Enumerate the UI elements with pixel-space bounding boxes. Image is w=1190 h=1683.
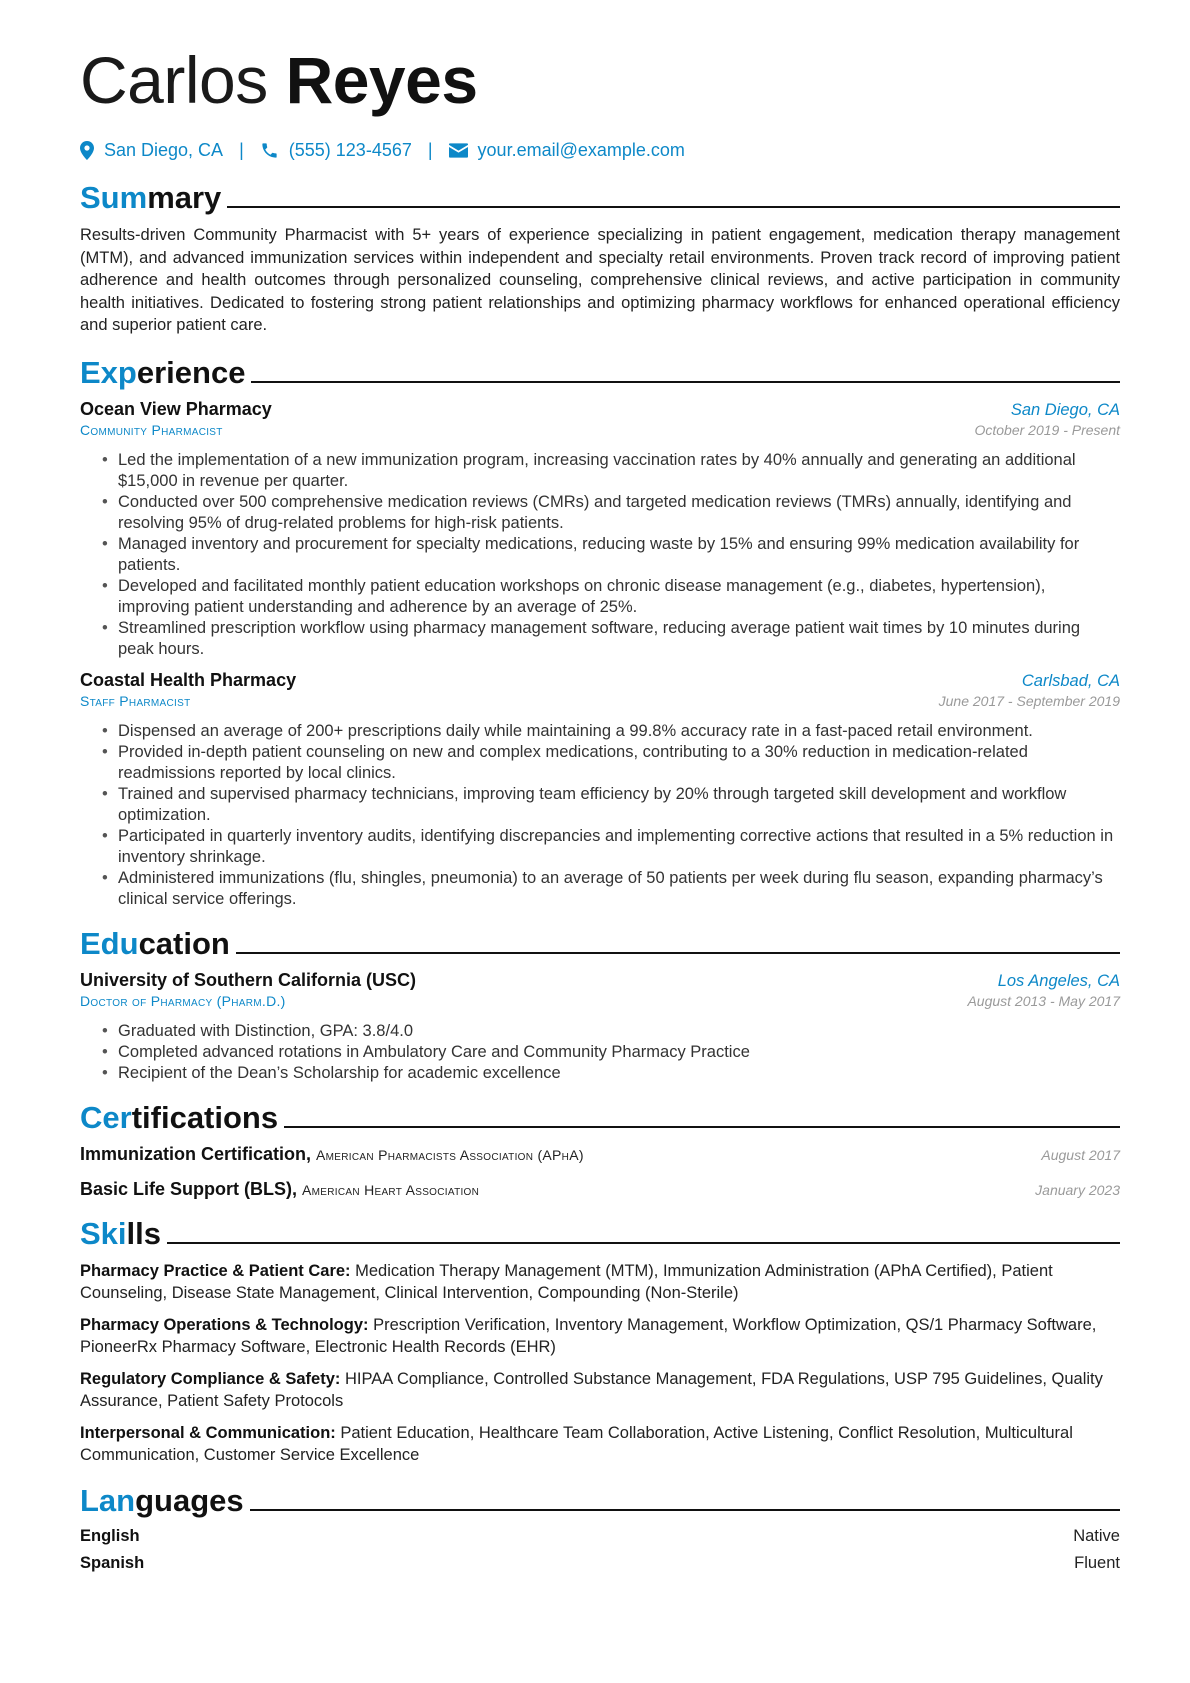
heading-rule — [251, 381, 1120, 383]
language-level: Native — [1073, 1526, 1120, 1545]
education-dates: August 2013 - May 2017 — [967, 992, 1120, 1009]
job-title: Community Pharmacist — [80, 421, 223, 438]
heading-rest: cation — [138, 925, 230, 961]
skill-category: Interpersonal & Communication: — [80, 1423, 336, 1442]
contact-separator: | — [239, 139, 244, 160]
bullet-item: • Completed advanced rotations in Ambulatory Care and Community Pharmacy Practice — [102, 1042, 1120, 1063]
education-entry — [80, 970, 1120, 1084]
job-bullets — [80, 450, 1120, 660]
job-dates: June 2017 - September 2019 — [938, 692, 1120, 709]
heading-rest: guages — [135, 1482, 244, 1518]
job-location: Carlsbad, CA — [1021, 671, 1120, 690]
heading-accent: Edu — [80, 925, 139, 961]
heading-rule — [250, 1509, 1120, 1511]
job-bullets — [80, 721, 1120, 910]
degree: Doctor of Pharmacy (Pharm.D.) — [80, 992, 286, 1009]
job-entry — [80, 670, 1120, 910]
certification-date: January 2023 — [1035, 1181, 1120, 1198]
skills-heading — [80, 1214, 1120, 1252]
heading-accent: Lan — [80, 1482, 136, 1518]
heading-accent: Ski — [80, 1215, 127, 1251]
heading-accent: Cer — [80, 1099, 132, 1135]
language-item — [80, 1527, 1120, 1546]
certification-date: August 2017 — [1041, 1146, 1120, 1163]
phone-text: (555) 123-4567 — [288, 139, 412, 160]
certification-item: Immunization Certification, American Pharmacists Association (APhA) August 2017 — [80, 1143, 1120, 1164]
contact-location — [80, 140, 223, 161]
contact-bar — [80, 136, 1120, 164]
skill-list: Prescription Verification, Inventory Management, Workflow Optimization, QS/1 Pharmacy Software, PioneerRx Pharmacy Software, Electronic Health Records (EHR) — [80, 1315, 1097, 1356]
skill-category: Pharmacy Operations & Technology: — [80, 1315, 369, 1334]
bullet-item: • Streamlined prescription workflow using pharmacy management software, reducing average patient wait times by 10 minutes during peak hours. — [102, 618, 1120, 660]
certification-name: Basic Life Support (BLS) — [80, 1178, 293, 1199]
email-link[interactable]: your.email@example.com — [477, 139, 685, 160]
school-name: University of Southern California (USC) — [80, 969, 417, 990]
job-entry — [80, 399, 1120, 660]
contact-separator: | — [427, 139, 433, 160]
skill-category: Regulatory Compliance & Safety: — [80, 1369, 341, 1388]
heading-rest: erience — [136, 354, 246, 390]
experience-heading — [80, 353, 1120, 391]
certification-item: Basic Life Support (BLS), American Heart Association January 2023 — [80, 1178, 1120, 1199]
heading-accent: Exp — [80, 354, 137, 390]
contact-phone[interactable] — [260, 140, 412, 161]
languages-heading — [80, 1481, 1120, 1519]
summary-text: Results-driven Community Pharmacist with 5+ years of experience specializing in patient engagement, medication therapy management (MTM), and advanced immunization services within independent and specialty retail environments. Proven track record of improving patient adherence and health outcomes through personalized counseling, comprehensive clinical reviews, and active participation in community health initiatives. Dedicated to fostering strong patient relationships and optimizing pharmacy workflows for enhanced operational efficiency and superior patient care. — [80, 226, 1120, 334]
education-bullets — [80, 1021, 1120, 1084]
skill-group — [80, 1422, 1120, 1467]
language-name: English — [80, 1526, 140, 1545]
job-dates: October 2019 - Present — [974, 421, 1120, 438]
phone-icon — [260, 141, 279, 160]
bullet-item: • Dispensed an average of 200+ prescriptions daily while maintaining a 99.8% accuracy rate in a fast-paced retail environment. — [102, 721, 1120, 742]
bullet-item: • Graduated with Distinction, GPA: 3.8/4.0 — [102, 1021, 1120, 1042]
language-name: Spanish — [80, 1553, 145, 1572]
bullet-item: • Conducted over 500 comprehensive medication reviews (CMRs) and targeted medication reviews (TMRs) annually, identifying and resolving 95% of drug-related problems for high-risk patients. — [102, 492, 1120, 534]
bullet-item: • Participated in quarterly inventory audits, identifying discrepancies and implementing corrective actions that resulted in a 5% reduction in inventory shrinkage. — [102, 826, 1120, 868]
skill-list: Patient Education, Healthcare Team Collaboration, Active Listening, Conflict Resolution, Multicultural Communication, Customer Service Excellence — [80, 1423, 1073, 1464]
bullet-item: • Managed inventory and procurement for specialty medications, reducing waste by 15% and ensuring 99% medication availability for patients. — [102, 534, 1120, 576]
heading-rest: lls — [126, 1215, 161, 1251]
location-text: San Diego, CA — [104, 139, 224, 160]
heading-rule — [167, 1242, 1120, 1244]
skill-group — [80, 1314, 1120, 1359]
skill-group — [80, 1260, 1120, 1305]
first-name: Carlos — [80, 43, 268, 117]
bullet-item: • Trained and supervised pharmacy technicians, improving team efficiency by 20% through targeted skill development and workflow optimization. — [102, 784, 1120, 826]
contact-email[interactable] — [449, 140, 685, 161]
skill-list: HIPAA Compliance, Controlled Substance Management, FDA Regulations, USP 795 Guidelines, Quality Assurance, Patient Safety Protocols — [80, 1369, 1103, 1410]
map-pin-icon — [80, 141, 94, 160]
language-item — [80, 1554, 1120, 1573]
certification-issuer: American Heart Association — [302, 1181, 480, 1198]
heading-rest: mary — [147, 180, 222, 215]
summary-heading — [80, 178, 1120, 216]
bullet-item: • Administered immunizations (flu, shingles, pneumonia) to an average of 50 patients per week during flu season, expanding pharmacy’s clinical service offerings. — [102, 868, 1120, 910]
company-name: Coastal Health Pharmacy — [80, 669, 297, 690]
school-location: Los Angeles, CA — [997, 971, 1120, 990]
heading-rest: tifications — [131, 1099, 279, 1135]
heading-rule — [284, 1126, 1120, 1128]
envelope-icon — [449, 143, 468, 158]
heading-rule — [236, 952, 1120, 954]
job-location: San Diego, CA — [1010, 400, 1120, 419]
heading-rule — [227, 206, 1120, 208]
education-heading — [80, 924, 1120, 962]
skill-list: Medication Therapy Management (MTM), Immunization Administration (APhA Certified), Patient Counseling, Disease State Management, Clinical Intervention, Compounding (Non-Sterile) — [80, 1261, 1053, 1302]
bullet-item: • Provided in-depth patient counseling on new and complex medications, contributing to a 30% reduction in medication-related readmissions reported by local clinics. — [102, 742, 1120, 784]
job-title: Staff Pharmacist — [80, 692, 191, 709]
skill-category: Pharmacy Practice & Patient Care: — [80, 1261, 351, 1280]
skill-group — [80, 1368, 1120, 1413]
company-name: Ocean View Pharmacy — [80, 398, 272, 419]
bullet-item: • Recipient of the Dean’s Scholarship for academic excellence — [102, 1063, 1120, 1084]
heading-accent: Sum — [80, 180, 148, 215]
bullet-item: • Developed and facilitated monthly patient education workshops on chronic disease management (e.g., diabetes, hypertension), improving patient understanding and adherence by an average of 25%. — [102, 576, 1120, 618]
last-name: Reyes — [285, 43, 478, 117]
certification-name: Immunization Certification — [80, 1143, 307, 1164]
candidate-name — [80, 0, 1120, 120]
bullet-item: • Led the implementation of a new immunization program, increasing vaccination rates by 40% annually and generating an additional $15,000 in revenue per quarter. — [102, 450, 1120, 492]
certifications-heading — [80, 1098, 1120, 1136]
certification-issuer: American Pharmacists Association (APhA) — [316, 1146, 584, 1163]
language-level: Fluent — [1074, 1553, 1120, 1572]
